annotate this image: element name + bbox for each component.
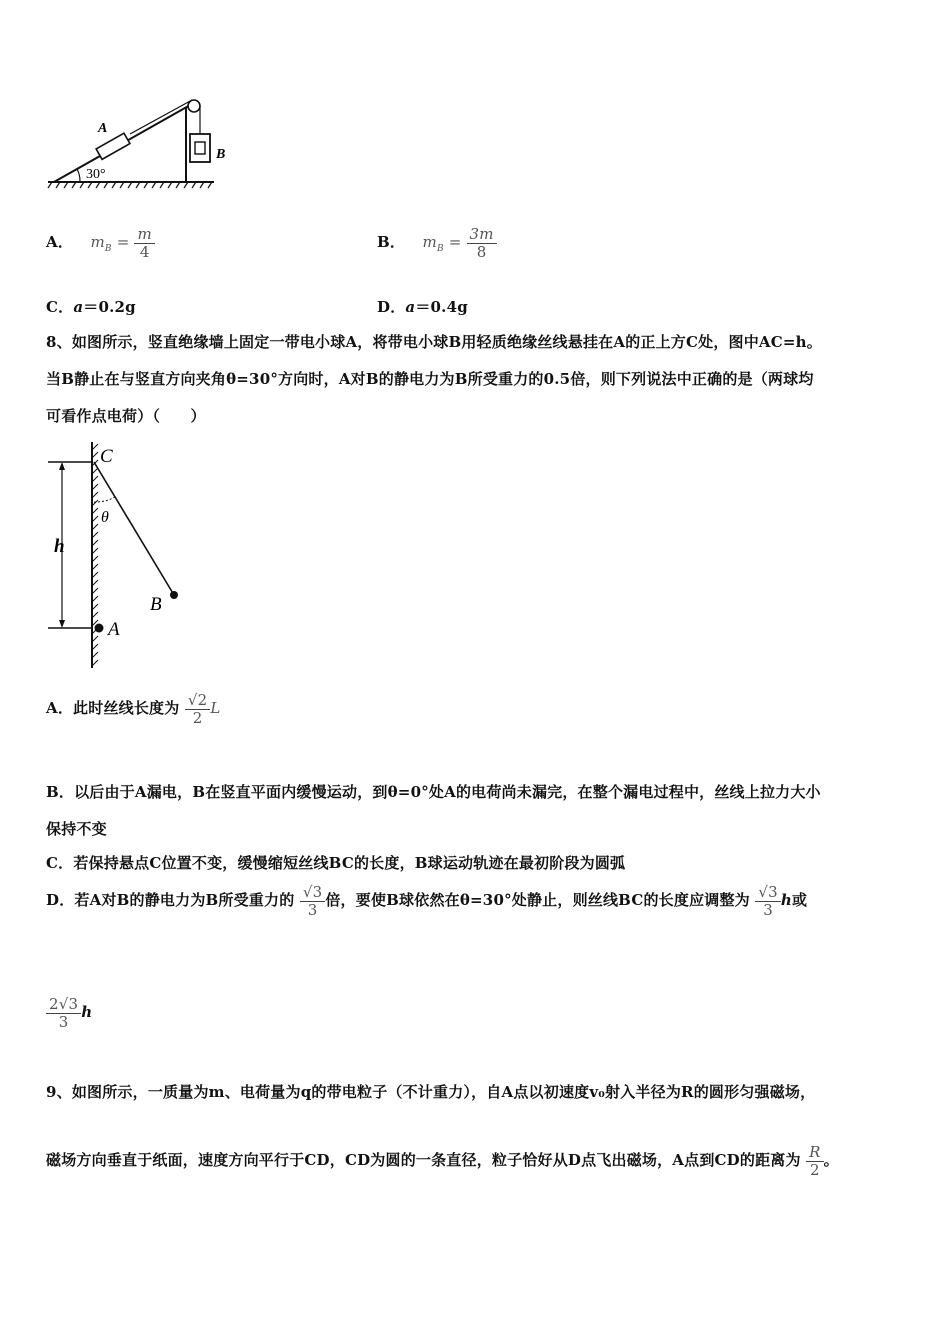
label-theta: θ [101,509,109,526]
q9-stem-line-2: 磁场方向垂直于纸面，速度方向平行于CD，CD为圆的一条直径，粒子恰好从D点飞出磁场，A点到CD的距离为 $\frac{R}{2}$ 。 [46,1143,839,1179]
incline-pulley-diagram [44,96,244,196]
q7-option-c[interactable]: C．a＝0.2g [46,298,136,316]
fraction-sqrt2-over-2: $\frac{√2}{2}$ [185,692,211,726]
fraction-sqrt3-over-3-b: $\frac{√3}{3}$ [755,884,781,918]
q8-stem-line-2: 当B静止在与竖直方向夹角θ=30°方向时，A对B的静电力为B所受重力的0.5倍，则下列说法中正确的是（两球均 [46,370,814,388]
q8-option-c[interactable]: C．若保持悬点C位置不变，缓慢缩短丝线BC的长度，B球运动轨迹在最初阶段为圆弧 [46,854,626,872]
label-block-a: A [98,121,108,136]
q8-option-d-continued: $\frac{2√3}{3}$ h [46,996,92,1030]
q8-option-b-line-1[interactable]: B．以后由于A漏电，B在竖直平面内缓慢运动，到θ=0°处A的电荷尚未漏完，在整个漏电过程中，丝线上拉力大小 [46,783,821,801]
q7-option-d[interactable]: D．a＝0.4g [377,298,468,316]
label-block-b: B [216,147,226,162]
fraction-2sqrt3-over-3: $\frac{2√3}{3}$ [46,996,81,1030]
q8-option-b-line-2: 保持不变 [46,820,107,838]
label-c: C [100,446,113,467]
q8-option-a[interactable]: A．此时丝线长度为 $\frac{√2}{2}$ L [46,691,221,727]
label-b: B [150,594,162,615]
q8-stem-line-1: 8、如图所示，竖直绝缘墙上固定一带电小球A，将带电小球B用轻质绝缘丝线悬挂在A的正上方C处，图中AC=h。 [46,333,822,351]
q9-stem-line-1: 9、如图所示，一质量为m、电荷量为q的带电粒子（不计重力），自A点以初速度v₀射入半径为R的圆形匀强磁场， [46,1083,816,1101]
wall-pendulum-diagram [44,440,204,670]
q7-option-a[interactable]: A． $m_B$ = $\frac{m}{4}$ [46,226,155,260]
q8-stem-line-3: 可看作点电荷）（ ） [46,407,206,425]
label-h: h [54,536,65,557]
q7-option-b[interactable]: B． $m_B$ = $\frac{3m}{8}$ [377,226,497,260]
fraction-r-over-2: $\frac{R}{2}$ [806,1144,824,1178]
fraction-3m-over-8: $\frac{3m}{8}$ [467,226,497,260]
fraction-m-over-4: $\frac{m}{4}$ [134,226,154,260]
label-a: A [108,619,120,640]
fraction-sqrt3-over-3-a: $\frac{√3}{3}$ [300,884,326,918]
q8-option-d[interactable]: D．若A对B的静电力为B所受重力的 $\frac{√3}{3}$ 倍，要使B球依然在θ=30°处静止，则丝线BC的长度应调整为 $\frac{√3}{3}$ h或 [46,883,808,919]
label-angle: 30° [86,167,106,182]
